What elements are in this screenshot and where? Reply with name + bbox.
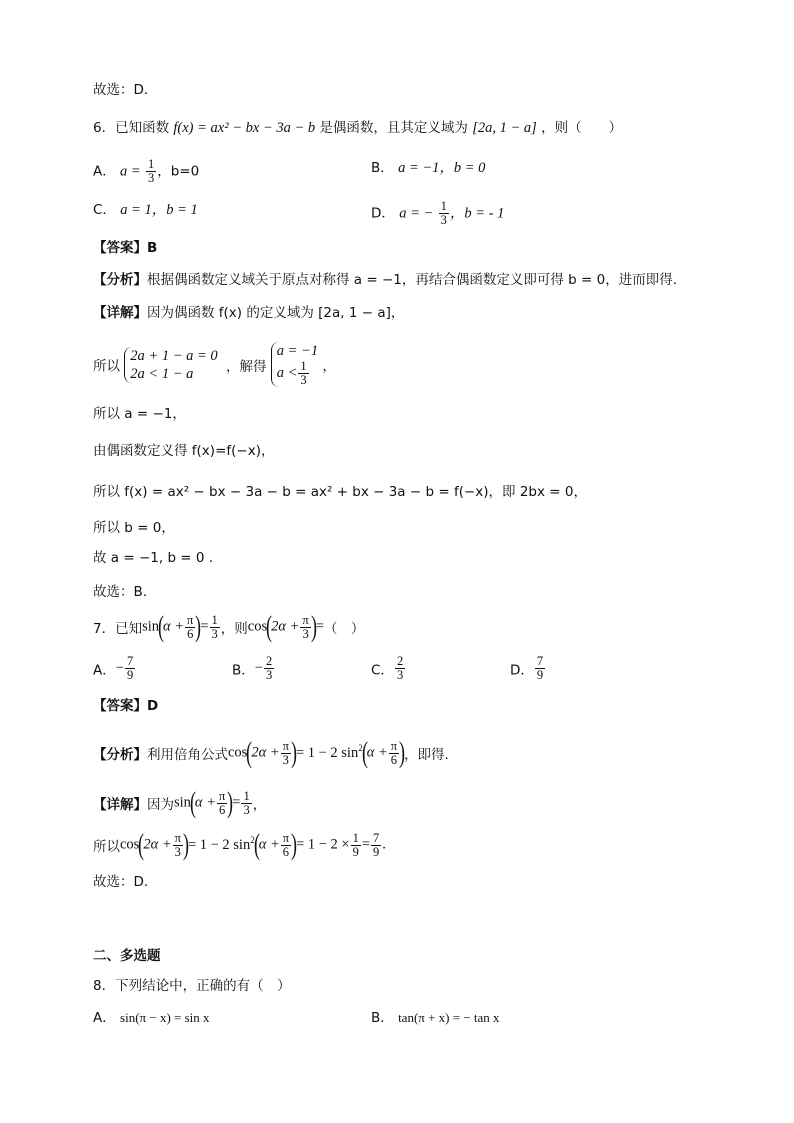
two-alpha: 2α + [143, 836, 172, 853]
identity-rhs: = 1 − 2 $\sin^2$ [187, 835, 255, 854]
numerator: 7 [373, 830, 380, 845]
detail-tag: 【详解】 [93, 797, 147, 813]
solution-system [271, 342, 318, 387]
answer-text: 【答案】D [93, 698, 159, 714]
numerator: 2 [265, 654, 273, 668]
line-therefore: 故 a = −1, b = 0 . [93, 550, 214, 566]
detail-text: 因为偶函数 f(x) 的定义域为 [2a, 1 − a]， [147, 305, 405, 321]
paren: ) [195, 610, 202, 643]
option-a-text: ，b=0 [157, 163, 200, 180]
detail-end: ， [252, 797, 267, 813]
denominator: 3 [282, 752, 289, 767]
numerator: π [187, 612, 194, 627]
line-so-7 [93, 830, 386, 860]
period: . [382, 836, 386, 853]
section-title: 二、多选题 [93, 948, 161, 964]
minus: − [115, 660, 124, 676]
selection-7: 故选：D. [93, 874, 149, 890]
paren: ( [189, 786, 196, 819]
equation-system [124, 347, 217, 383]
numerator: 1 [440, 199, 447, 213]
q8-option-b [371, 1008, 500, 1028]
option-label: A． [93, 1010, 116, 1026]
paren: ) [291, 828, 298, 861]
minus: − [254, 660, 263, 676]
paren: ( [246, 736, 253, 769]
fraction-pi-3 [173, 832, 183, 859]
denominator: 6 [390, 752, 398, 767]
line-calc: 所以 f(x) = ax² − bx − 3a − b = ax² + bx − 3a − b = f(−x)，即 2bx = 0， [93, 484, 587, 500]
numerator: 7 [126, 654, 134, 668]
alpha: α + [366, 744, 388, 761]
alpha: α + [194, 794, 216, 811]
analysis-end: ，即得. [404, 747, 449, 763]
fraction-pi-3 [300, 614, 310, 641]
line-b-value: 所以 b = 0， [93, 520, 175, 536]
denominator: 9 [126, 668, 134, 682]
prev-conclusion: 故选：D． [93, 82, 158, 98]
option-label: A． [93, 163, 116, 180]
option-label: C． [371, 662, 394, 679]
option-label: D． [510, 662, 534, 679]
so-prefix: 所以 [93, 839, 120, 855]
two-alpha: 2α + [271, 618, 300, 635]
option-a-var: a = [120, 163, 141, 180]
fraction-2-3 [264, 655, 274, 682]
denominator: 6 [282, 844, 290, 859]
fraction-one-third [439, 200, 449, 227]
option-d-tail: ，b = - 1 [449, 205, 505, 222]
q7-stem [93, 612, 364, 642]
numerator: π [174, 830, 181, 845]
fraction-7-9 [535, 655, 545, 682]
fraction-one-third [298, 360, 308, 387]
denominator: 3 [148, 171, 155, 185]
analysis-7 [93, 738, 449, 768]
q6-option-a [93, 158, 199, 185]
numerator: π [282, 738, 289, 753]
sin-label: sin [142, 618, 160, 635]
cos-label: cos [228, 744, 248, 761]
detail-tag: 【详解】 [93, 305, 147, 321]
paren: ( [253, 828, 260, 861]
system-prefix: 所以 [93, 358, 120, 375]
numerator: 1 [243, 788, 250, 803]
analysis-tag: 【分析】 [93, 272, 147, 288]
paren: ) [310, 610, 317, 643]
answer-6 [93, 238, 157, 258]
option-label: C． [93, 202, 116, 218]
q7-option-b [232, 655, 275, 682]
alpha: α + [258, 836, 280, 853]
option-b-text: a = −1，b = 0 [398, 160, 486, 176]
identity-rhs: = 1 − 2 $\sin^2$ [295, 743, 363, 762]
denominator: 9 [352, 844, 359, 859]
denominator: 3 [302, 626, 309, 641]
fraction-2-3 [395, 655, 405, 682]
q7-end: （ ） [323, 621, 365, 637]
paren: ( [158, 610, 165, 643]
analysis-tag: 【分析】 [93, 747, 147, 763]
option-label: B． [232, 662, 255, 679]
equals: = [232, 794, 241, 811]
system-row-1: 2a + 1 − a = 0 [130, 347, 218, 364]
denominator: 3 [300, 373, 307, 387]
denominator: 9 [373, 844, 380, 859]
equals: = [315, 618, 324, 635]
selection-6: 故选：B. [93, 584, 148, 600]
option-c-text: a = 1，b = 1 [120, 202, 198, 218]
fraction-1-9 [351, 832, 361, 859]
option-label: B． [371, 160, 394, 176]
numerator: π [302, 612, 309, 627]
alpha: α + [163, 618, 185, 635]
analysis-text: 根据偶函数定义域关于原点对称得 a = −1，再结合偶函数定义即可得 b = 0，进而即得. [147, 272, 677, 288]
q6-option-b [371, 158, 485, 178]
analysis-pre: 利用倍角公式 [147, 747, 228, 763]
sin-label: sin [174, 794, 191, 811]
answer-7 [93, 696, 158, 716]
numerator: 1 [148, 157, 155, 171]
paren: ( [361, 736, 368, 769]
q6-domain: [2a, 1 − a] [472, 120, 537, 136]
q7-option-d [510, 655, 546, 682]
system-row-2: 2a < 1 − a [130, 365, 194, 382]
fraction-7-9 [125, 655, 135, 682]
option-d-var: a = − [399, 205, 434, 222]
cos-label: cos [247, 618, 268, 635]
solution-row-1: a = −1 [276, 343, 319, 359]
option-label: A． [93, 662, 116, 679]
solution-row-2-text: a < [276, 364, 298, 381]
q7-option-a [93, 655, 136, 682]
numerator: 7 [536, 654, 544, 668]
detail-7 [93, 788, 266, 818]
paren: ( [266, 610, 273, 643]
fraction-7-9 [371, 832, 381, 859]
solution-row-2 [277, 360, 318, 387]
option-label: D． [371, 205, 395, 222]
fraction-pi-6 [217, 790, 227, 817]
fraction-pi-6 [185, 614, 195, 641]
line-a-value: 所以 a = −1， [93, 406, 186, 422]
q6-stem [93, 118, 622, 138]
q7-prefix: 7．已知 [93, 621, 143, 637]
option-b-text: tan(π + x) = − tan x [398, 1010, 500, 1025]
q7-mid: ，则 [220, 621, 248, 637]
denominator: 6 [218, 802, 226, 817]
fraction-one-third [241, 790, 251, 817]
denominator: 3 [174, 844, 181, 859]
fraction-pi-3 [281, 740, 291, 767]
answer-text: 【答案】B [93, 240, 158, 256]
denominator: 3 [211, 626, 218, 641]
denominator: 3 [243, 802, 250, 817]
system-line [93, 342, 336, 387]
numerator: 2 [396, 654, 404, 668]
option-label: B． [371, 1010, 394, 1026]
paren: ( [138, 828, 145, 861]
paren: ) [182, 828, 189, 861]
system-mid: ，解得 [225, 358, 267, 375]
denominator: 3 [440, 213, 447, 227]
denominator: 6 [187, 626, 194, 641]
equals: = [200, 618, 209, 635]
numerator: 1 [211, 612, 218, 627]
paren: ) [290, 736, 297, 769]
q8-option-a [93, 1008, 210, 1028]
q6-mid: 是偶函数，且其定义域为 [319, 120, 468, 136]
numerator: π [218, 788, 226, 803]
fraction-one-third [210, 614, 220, 641]
two-alpha: 2α + [251, 744, 280, 761]
q6-option-d [371, 200, 504, 227]
fraction-one-third [146, 158, 156, 185]
numerator: π [282, 830, 290, 845]
analysis-6 [93, 270, 677, 290]
detail-pre: 因为 [147, 797, 174, 813]
q8-stem: 8．下列结论中，正确的有（ ） [93, 978, 291, 994]
fraction-pi-6 [389, 740, 399, 767]
q6-option-c [93, 200, 198, 220]
q6-end: ，则（ ） [541, 120, 623, 136]
fraction-pi-6 [281, 832, 291, 859]
paren: ) [399, 736, 406, 769]
q7-option-c [371, 655, 406, 682]
cos-label: cos [120, 836, 140, 853]
denominator: 3 [396, 668, 404, 682]
numerator: π [390, 738, 398, 753]
paren: ) [227, 786, 234, 819]
denominator: 3 [265, 668, 273, 682]
system-end: ， [322, 358, 336, 375]
detail-6 [93, 303, 404, 323]
equals: = [361, 836, 371, 853]
calc: = 1 − 2 × [296, 836, 350, 853]
numerator: 1 [300, 359, 307, 373]
q6-prefix: 6．已知函数 [93, 120, 170, 136]
line-even-def: 由偶函数定义得 f(x)=f(−x)， [93, 443, 275, 459]
denominator: 9 [536, 668, 544, 682]
q6-function: f(x) = ax² − bx − 3a − b [173, 120, 316, 136]
option-a-text: sin(π − x) = sin x [120, 1010, 210, 1025]
numerator: 1 [352, 830, 359, 845]
